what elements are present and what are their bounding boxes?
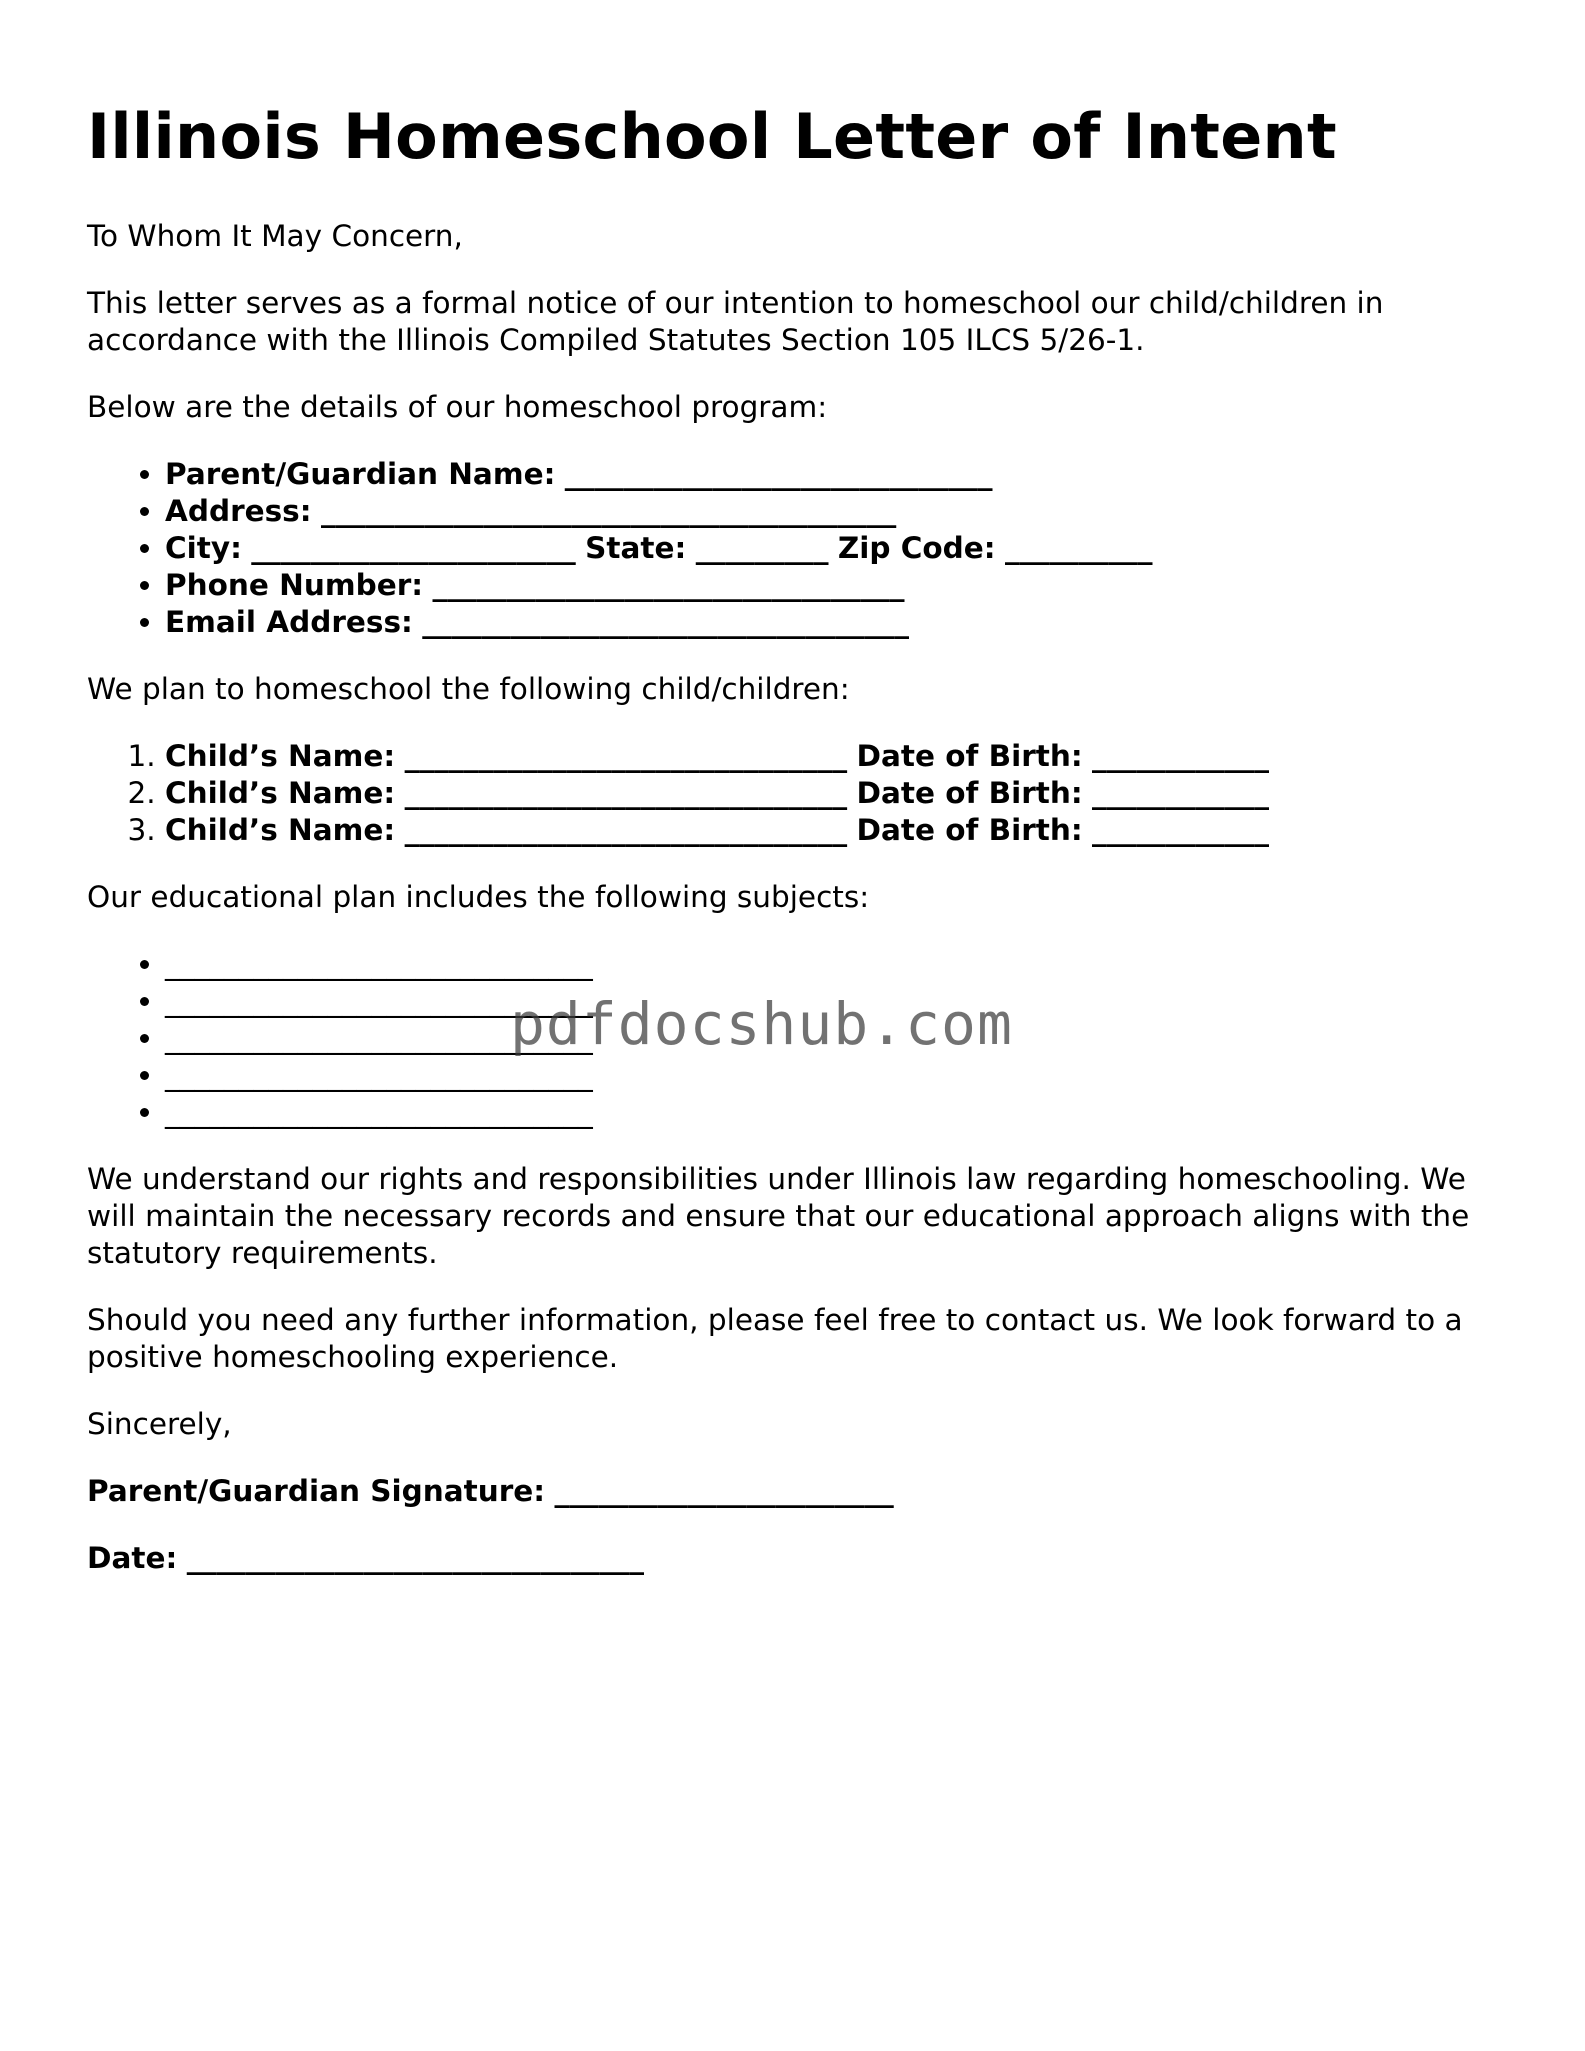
letter-page (87, 100, 1507, 1577)
watermark: pdfdocshub.com (510, 990, 1013, 1058)
signature-line (87, 1473, 1507, 1510)
details-list (87, 456, 1507, 641)
child-entry (165, 738, 1507, 775)
details-intro: Below are the details of our homeschool program: (87, 390, 828, 425)
child-name-label: Child’s Name: (165, 776, 396, 811)
signature-label: Parent/Guardian Signature: (87, 1474, 546, 1509)
date-field[interactable]: _______________________________ (186, 1541, 644, 1576)
child-dob-field[interactable]: ____________ (1092, 739, 1270, 774)
child-dob-field[interactable]: ____________ (1092, 776, 1270, 811)
child-name-field[interactable]: ______________________________ (404, 739, 848, 774)
phone-label: Phone Number: (165, 568, 424, 603)
email-field[interactable]: _________________________________ (422, 605, 909, 640)
child-entry (165, 812, 1507, 849)
detail-city-state-zip (165, 530, 1507, 567)
signature-field[interactable]: _______________________ (554, 1474, 894, 1509)
children-list (87, 738, 1507, 849)
city-label: City: (165, 531, 242, 566)
subjects-intro: Our educational plan includes the following subjects: (87, 880, 870, 915)
detail-parent-name (165, 456, 1507, 493)
subject-field[interactable]: • _____________________________ (165, 1020, 1507, 1057)
parent-name-label: Parent/Guardian Name: (165, 457, 556, 492)
zip-field[interactable]: __________ (1005, 531, 1153, 566)
page-title: Illinois Homeschool Letter of Intent (87, 100, 1337, 173)
child-name-field[interactable]: ______________________________ (404, 776, 848, 811)
greeting: To Whom It May Concern, (87, 219, 463, 254)
detail-address (165, 493, 1507, 530)
child-name-field[interactable]: ______________________________ (404, 813, 848, 848)
closing: Sincerely, (87, 1407, 232, 1442)
date-line (87, 1540, 1507, 1577)
intro-paragraph: This letter serves as a formal notice of our intention to homeschool our child/children in accordance with the Illinois Compiled Statutes Section 105 ILCS 5/26-1. (87, 286, 1384, 358)
phone-field[interactable]: ________________________________ (432, 568, 905, 603)
subject-field[interactable]: • _____________________________ (165, 1057, 1507, 1094)
contact-paragraph: Should you need any further information, please feel free to contact us. We look forward to a positive homeschooling experience. (87, 1303, 1463, 1375)
state-field[interactable]: _________ (695, 531, 829, 566)
address-label: Address: (165, 494, 312, 529)
child-entry (165, 775, 1507, 812)
rights-paragraph: We understand our rights and responsibilities under Illinois law regarding homeschooling. We will maintain the necessary records and ensure that our educational approach aligns with the statutory requirements. (87, 1162, 1470, 1271)
city-field[interactable]: ______________________ (251, 531, 576, 566)
state-label: State: (585, 531, 687, 566)
detail-phone (165, 567, 1507, 604)
subject-field[interactable]: • _____________________________ (165, 1094, 1507, 1131)
email-label: Email Address: (165, 605, 413, 640)
child-dob-label: Date of Birth: (856, 776, 1083, 811)
parent-name-field[interactable]: _____________________________ (564, 457, 993, 492)
subject-field[interactable]: • _____________________________ (165, 946, 1507, 983)
zip-label: Zip Code: (837, 531, 996, 566)
address-field[interactable]: _______________________________________ (320, 494, 897, 529)
child-name-label: Child’s Name: (165, 813, 396, 848)
child-dob-label: Date of Birth: (856, 739, 1083, 774)
subject-field[interactable]: • _____________________________ (165, 983, 1507, 1020)
child-name-label: Child’s Name: (165, 739, 396, 774)
child-dob-field[interactable]: ____________ (1092, 813, 1270, 848)
date-label: Date: (87, 1541, 178, 1576)
detail-email (165, 604, 1507, 641)
children-intro: We plan to homeschool the following child/children: (87, 672, 850, 707)
child-dob-label: Date of Birth: (856, 813, 1083, 848)
